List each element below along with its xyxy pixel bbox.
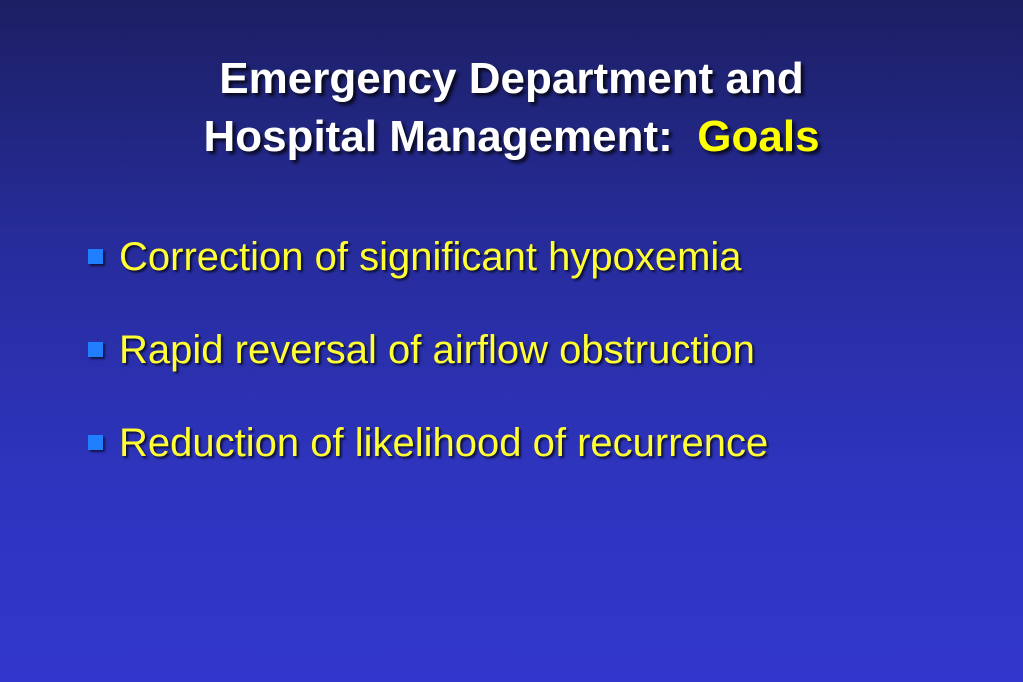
title-accent: Goals [697, 112, 820, 161]
title-line-2-text: Hospital Management: [203, 112, 673, 161]
square-bullet-icon [88, 249, 103, 264]
title-line-2 [0, 108, 1023, 166]
bullet-text: Correction of significant hypoxemia [119, 234, 742, 279]
slide-title [0, 50, 1023, 166]
bullet-text: Reduction of likelihood of recurrence [119, 420, 769, 465]
bullet-item [88, 303, 768, 396]
square-bullet-icon [88, 435, 103, 450]
title-line-1: Emergency Department and [219, 54, 804, 103]
bullet-list [88, 234, 769, 489]
bullet-item [88, 396, 768, 489]
bullet-text: Rapid reversal of airflow obstruction [119, 327, 755, 372]
square-bullet-icon [88, 342, 103, 357]
bullet-item [88, 210, 768, 303]
